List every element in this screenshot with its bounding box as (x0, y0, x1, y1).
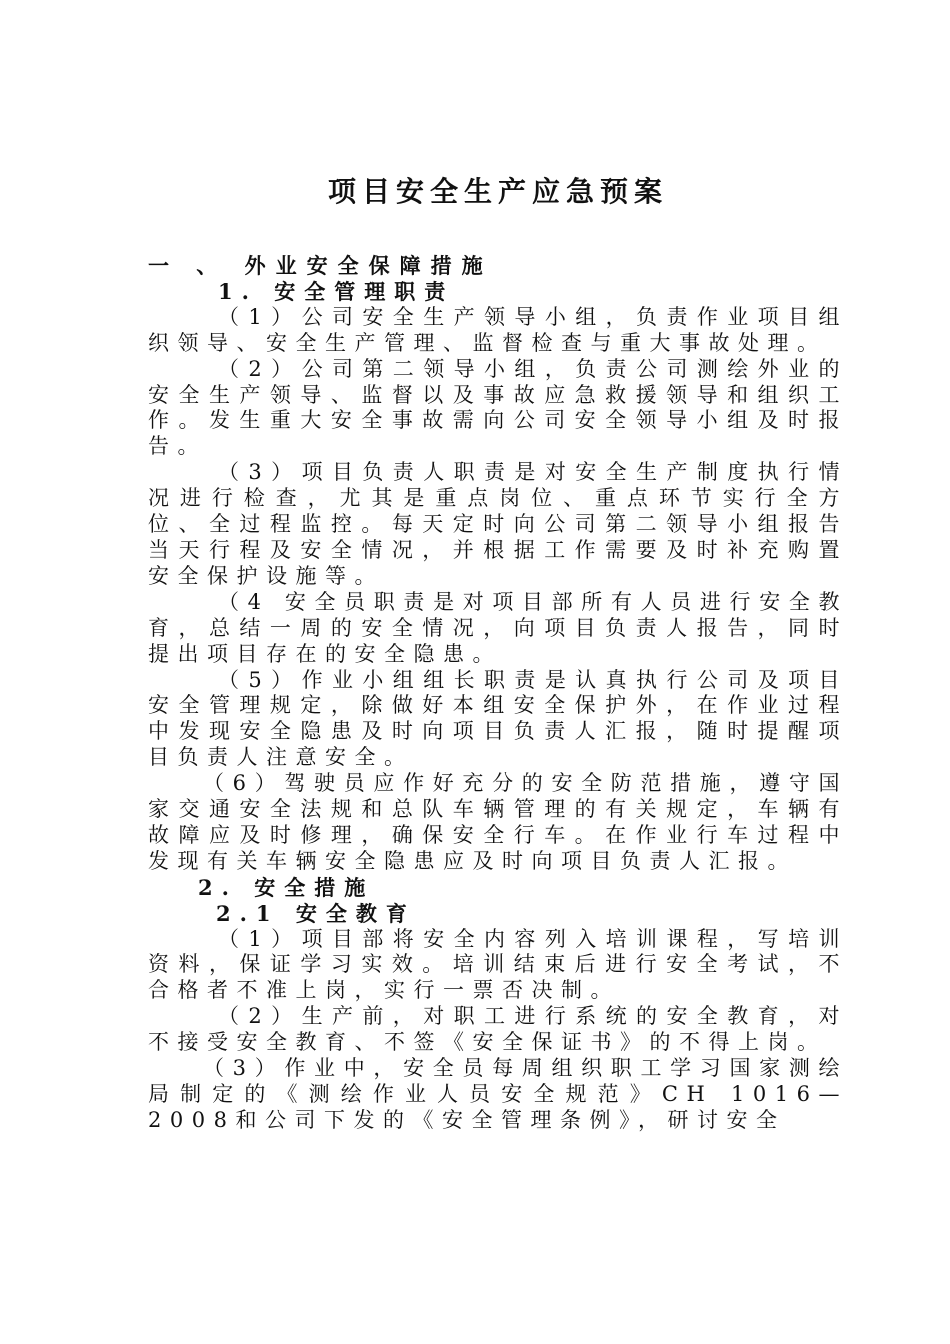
document-title: 项目安全生产应急预案 (327, 175, 668, 208)
paragraph-1: （1）公司安全生产领导小组，负责作业项目组织领导、安全生产管理、监督检查与重大事故处理。 (148, 304, 848, 355)
paragraph-7: （1）项目部将安全内容列入培训课程，写培训资料，保证学习实效。培训结束后进行安全考试，不合格者不准上岗，实行一票否决制。 (148, 926, 848, 1003)
paragraph-8: （2）生产前，对职工进行系统的安全教育，对不接受安全教育、不签《安全保证书》的不得上岗。 (148, 1004, 848, 1055)
section-heading-1: 一 、 外业安全保障措施 (148, 253, 493, 278)
subsection-heading-1-1: 1. 安全管理职责 (218, 278, 455, 304)
paragraph-3: （3）项目负责人职责是对安全生产制度执行情况进行检查，尤其是重点岗位、重点环节实行全方位、全过程监控。每天定时向公司第二领导小组报告当天行程及安全情况，并根据工作需要及时补充购置安全保护设施等。 (148, 460, 848, 588)
document-body (148, 253, 848, 1134)
paragraph-2: （2）公司第二领导小组，负责公司测绘外业的安全生产领导、监督以及事故应急救援领导和组织工作。发生重大安全事故需向公司安全领导小组及时报告。 (148, 356, 848, 459)
paragraph-6: （6）驾驶员应作好充分的安全防范措施，遵守国家交通安全法规和总队车辆管理的有关规定，车辆有故障应及时修理，确保安全行车。在作业行车过程中发现有关车辆安全隐患应及时向项目负责人汇报。 (148, 771, 848, 873)
paragraph-5: （5）作业小组组长职责是认真执行公司及项目安全管理规定，除做好本组安全保护外，在作业过程中发现安全隐患及时向项目负责人汇报，随时提醒项目负责人注意安全。 (148, 667, 848, 770)
paragraph-9: （3）作业中，安全员每周组织职工学习国家测绘局制定的《测绘作业人员安全规范》CH 1016—2008和公司下发的《安全管理条例》，研讨安全 (148, 1056, 848, 1132)
paragraph-4: （4 安全员职责是对项目部所有人员进行安全教育，总结一周的安全情况，向项目负责人报告，同时提出项目存在的安全隐患。 (148, 589, 848, 666)
subsection-heading-1-2: 2. 安全措施 (198, 874, 375, 900)
subsection-heading-2-1: 2.1 安全教育 (216, 900, 416, 926)
